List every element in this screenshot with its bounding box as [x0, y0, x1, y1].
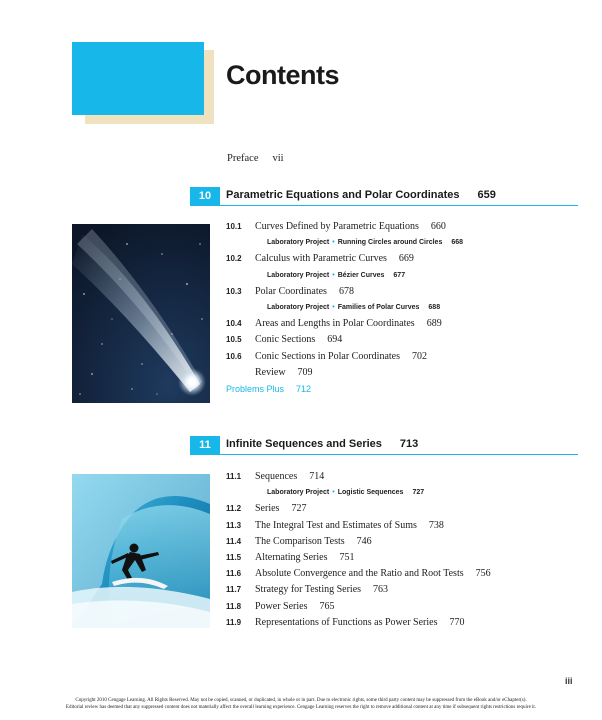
- lab-project-entry: [226, 235, 586, 251]
- section-title: Calculus with Parametric Curves: [255, 253, 387, 265]
- bullet-separator: •: [332, 271, 335, 279]
- page-number: iii: [565, 676, 573, 686]
- section-number: 11.2: [226, 504, 242, 514]
- lab-label: Laboratory Project: [267, 271, 330, 279]
- surfer-wave-photo: [72, 474, 210, 628]
- section-number: 10.5: [226, 335, 242, 345]
- section-entry: [226, 469, 586, 485]
- section-page: 714: [309, 471, 325, 482]
- section-entry: [226, 566, 586, 582]
- chapter-page: 713: [399, 438, 419, 450]
- section-number: 11.4: [226, 536, 242, 546]
- lab-project-entry: [226, 300, 586, 316]
- section-page: 751: [339, 551, 355, 563]
- section-title: Areas and Lengths in Polar Coordinates: [255, 318, 415, 330]
- lab-page: 668: [451, 239, 464, 247]
- section-page: 727: [291, 503, 307, 515]
- chapter-10-entries: [226, 219, 586, 394]
- problems-plus-label: Problems Plus: [226, 383, 285, 394]
- section-entry: [226, 518, 586, 534]
- lab-label: Laboratory Project: [267, 489, 330, 497]
- preface-page: vii: [272, 153, 284, 164]
- review-entry: [226, 365, 586, 381]
- bullet-separator: •: [332, 239, 335, 247]
- section-title: The Integral Test and Estimates of Sums: [255, 519, 417, 531]
- copyright-notice: [0, 697, 602, 711]
- chapter-10-heading: [190, 187, 578, 206]
- lab-page: 727: [412, 489, 425, 497]
- section-page: 763: [373, 584, 389, 596]
- section-title: Sequences: [255, 471, 298, 482]
- section-title: Representations of Functions as Power Series: [255, 616, 438, 628]
- chapter-title-text: Infinite Sequences and Series: [226, 438, 382, 450]
- section-title: Conic Sections: [255, 334, 316, 346]
- section-entry: [226, 349, 586, 365]
- section-entry: [226, 599, 586, 615]
- page-title: Contents: [226, 60, 339, 90]
- section-page: 694: [327, 334, 343, 346]
- section-number: 11.6: [226, 569, 242, 579]
- section-number: 10.4: [226, 319, 242, 329]
- lab-title: Running Circles around Circles: [337, 239, 443, 247]
- bullet-separator: •: [332, 303, 335, 311]
- lab-title: Logistic Sequences: [337, 489, 404, 497]
- chapter-title: [226, 438, 418, 450]
- section-entry: [226, 534, 586, 550]
- decorative-blue-block: [72, 42, 204, 115]
- section-number: 11.5: [226, 552, 242, 562]
- section-page: 746: [356, 535, 372, 547]
- chapter-number-badge: 11: [190, 436, 220, 454]
- section-number: 10.1: [226, 222, 242, 231]
- lab-project-entry: [226, 485, 586, 501]
- section-page: 770: [449, 616, 465, 628]
- section-entry: [226, 284, 586, 300]
- section-title: Alternating Series: [255, 551, 328, 563]
- chapter-number-badge: 10: [190, 187, 220, 205]
- section-title: Absolute Convergence and the Ratio and Root Tests: [255, 568, 464, 580]
- review-page: 709: [297, 366, 313, 378]
- section-page: 765: [319, 600, 335, 612]
- lab-project-entry: [226, 268, 586, 284]
- section-number: 11.9: [226, 617, 242, 627]
- section-number: 11.7: [226, 585, 242, 595]
- bullet-separator: •: [332, 489, 335, 497]
- lab-page: 688: [428, 303, 441, 311]
- lab-page: 677: [393, 271, 406, 279]
- chapter-11-heading: [190, 436, 578, 455]
- copyright-line-2: Editorial review has deemed that any suppressed content does not materially affect the overall learning experience. Cengage Learning reserves the right to remove additional content at any time if subsequent rights restrictions require it.: [65, 705, 537, 710]
- section-title: The Comparison Tests: [255, 535, 345, 547]
- section-number: 11.1: [226, 472, 242, 481]
- section-page: 702: [412, 350, 427, 362]
- section-page: 678: [338, 285, 354, 297]
- section-entry: [226, 582, 586, 598]
- section-entry: [226, 316, 586, 332]
- section-entry: [226, 332, 586, 348]
- section-title: Conic Sections in Polar Coordinates: [255, 350, 400, 362]
- chapter-title-text: Parametric Equations and Polar Coordinates: [226, 189, 460, 201]
- problems-plus-entry: [226, 384, 586, 394]
- section-number: 10.6: [226, 351, 242, 361]
- chapter-title: [226, 189, 496, 201]
- section-entry: [226, 501, 586, 517]
- lab-label: Laboratory Project: [267, 239, 330, 247]
- preface-entry: [227, 153, 284, 164]
- section-entry: [226, 615, 586, 631]
- section-number: 10.3: [226, 286, 242, 296]
- problems-plus-page: 712: [296, 383, 312, 394]
- section-title: Polar Coordinates: [255, 285, 327, 297]
- review-label: Review: [255, 366, 286, 378]
- section-page: 660: [430, 221, 446, 232]
- section-entry: [226, 550, 586, 566]
- section-page: 669: [398, 253, 414, 265]
- copyright-line-1: Copyright 2010 Cengage Learning. All Rights Reserved. May not be copied, scanned, or duplicated, in whole or in part. Due to electronic rights, some third party content may be suppressed from the eBook and/or eChapter(s).: [75, 698, 527, 703]
- lab-label: Laboratory Project: [267, 303, 330, 311]
- section-entry: [226, 219, 586, 235]
- chapter-page: 659: [477, 189, 496, 201]
- section-page: 738: [428, 519, 444, 531]
- section-number: 11.3: [226, 520, 242, 530]
- lab-title: Bézier Curves: [337, 271, 385, 279]
- section-title: Curves Defined by Parametric Equations: [255, 221, 419, 232]
- lab-title: Families of Polar Curves: [337, 303, 420, 311]
- chapter-11-entries: [226, 469, 586, 631]
- comet-photo: [72, 224, 210, 403]
- section-page: 756: [475, 568, 491, 580]
- section-entry: [226, 251, 586, 267]
- section-title: Series: [255, 503, 280, 515]
- section-title: Strategy for Testing Series: [255, 584, 362, 596]
- section-number: 11.8: [226, 601, 242, 611]
- section-page: 689: [426, 318, 442, 330]
- section-title: Power Series: [255, 600, 308, 612]
- preface-label: Preface: [227, 153, 259, 164]
- section-number: 10.2: [226, 254, 242, 264]
